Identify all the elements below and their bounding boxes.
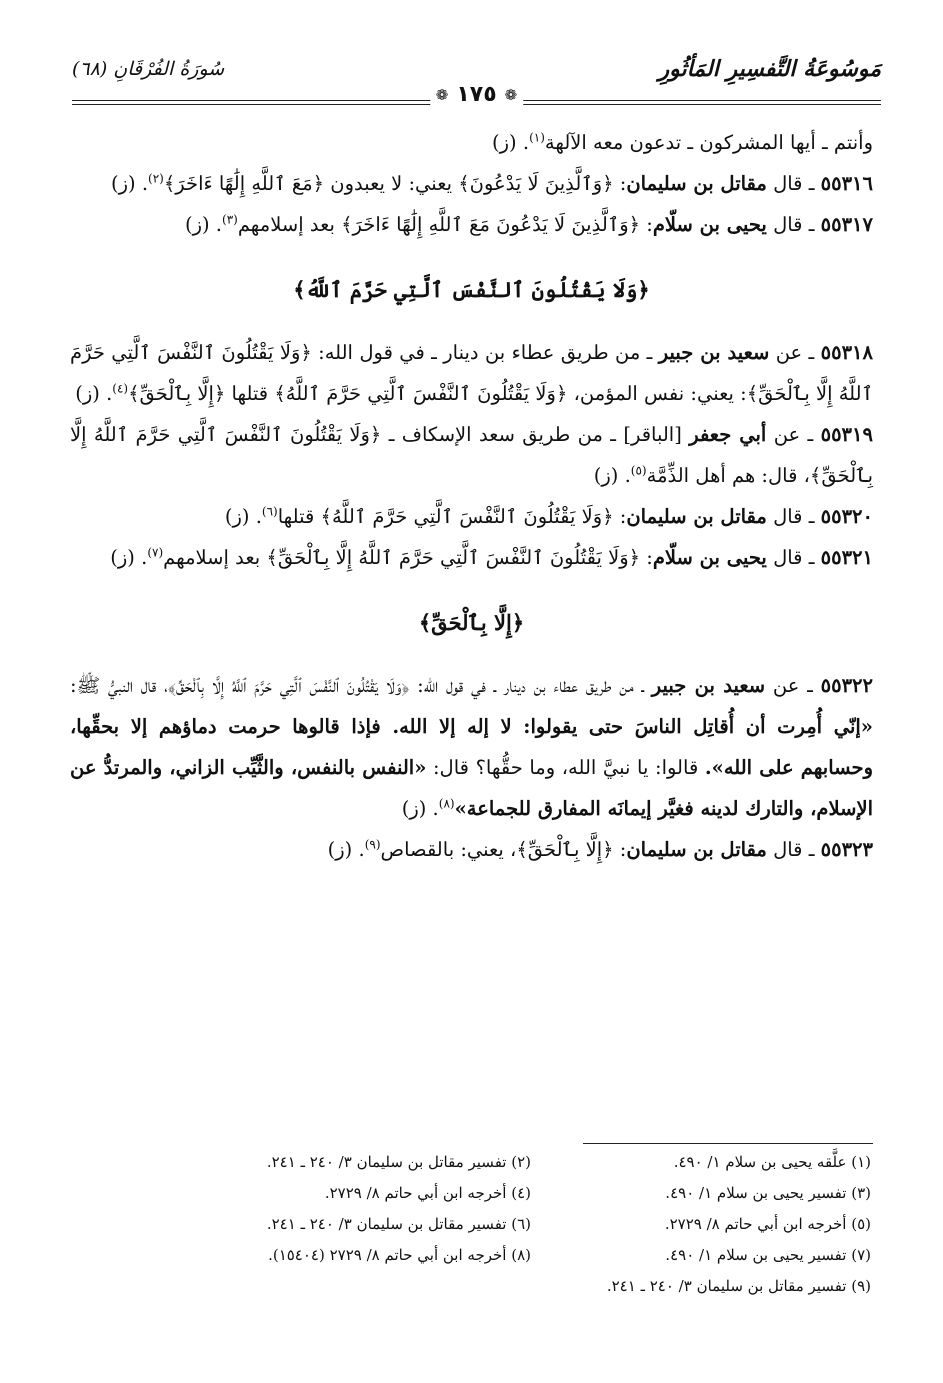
ornament-icon: ❁: [435, 85, 449, 104]
footnotes: [71, 1147, 871, 1302]
footnote-rule: [583, 1143, 873, 1144]
narrator-name: مقاتل بن سليمان: [626, 505, 767, 528]
footnote: (٢) تفسير مقاتل بن سليمان ٣/ ٢٤٠ ـ ٢٤١.: [266, 1153, 531, 1171]
footnote-ref[interactable]: (٧): [147, 545, 164, 560]
footnote: (٨) أخرجه ابن أبي حاتم ٨/ ٢٧٢٩ (١٥٤٠٤).: [268, 1246, 531, 1264]
hadith-text: «النفس بالنفس، والثَّيِّب الزاني، والمرتدُّ عن الإسلام، والتارك لدينه فغيَّر إيمانَه المفارق للجماعة»: [70, 756, 873, 820]
narrator-name: أبي جعفر: [689, 423, 767, 446]
footnote-ref[interactable]: (٤): [112, 381, 129, 396]
para-text: [الباقر] ـ من طريق سعد الإسكاف ـ ﴿وَلَا يَقْتُلُونَ ٱلنَّفْسَ ٱلَّتِي حَرَّمَ ٱللَّهُ إِلَّا بِٱلْحَقِّ﴾، قال: هم أهل الذِّمَّة: [70, 423, 873, 487]
surah-label: سُورَةُ الفُرْقَانِ (٦٨): [72, 58, 225, 80]
para-text: : ﴿وَلَا يَقْتُلُونَ ٱلنَّفْسَ ٱلَّتِي حَرَّمَ ٱللَّهُ إِلَّا بِٱلْحَقِّ﴾ بعد إسلامهم: [163, 546, 653, 569]
narration-55320: [70, 496, 873, 537]
para-prefix: ـ عن: [769, 341, 821, 364]
footnote: (٣) تفسير يحيى بن سلام ١/ ٤٩٠.: [665, 1184, 871, 1202]
footnote: (٥) أخرجه ابن أبي حاتم ٨/ ٢٧٢٩.: [664, 1215, 871, 1233]
para-prefix: ـ قال: [766, 172, 821, 195]
narration-number: ٥٥٣٢٠: [820, 505, 873, 528]
narration-number: ٥٥٣٢٣: [820, 838, 873, 861]
para-text: ـ من طريق عطاء بن دينار ـ في قول الله: ﴿وَلَا يَقْتُلُونَ ٱلنَّفْسَ ٱلَّتِي حَرَّمَ ٱللَّهُ إِلَّا بِٱلْحَقِّ﴾: يعني: نفس المؤمن، ﴿وَلَا يَقْتُلُونَ ٱلنَّفْسَ ٱلَّتِي حَرَّمَ ٱللَّهُ﴾ قتلها ﴿إِلَّا بِٱلْحَقِّ﴾: [70, 341, 873, 405]
footnote: (٩) تفسير مقاتل بن سليمان ٣/ ٢٤٠ ـ ٢٤١.: [606, 1277, 871, 1295]
para-prefix: ـ عن: [766, 423, 821, 446]
footnote-row: [71, 1271, 871, 1302]
narration-number: ٥٥٣١٦: [820, 172, 873, 195]
para-text: : ﴿وَٱلَّذِينَ لَا يَدْعُونَ﴾ يعني: لا يعبدون ﴿مَعَ ٱللَّهِ إِلَٰهًا ءَاخَرَ﴾: [163, 172, 627, 195]
footnote: (٤) أخرجه ابن أبي حاتم ٨/ ٢٧٢٩.: [324, 1184, 531, 1202]
narration-55317: [70, 204, 873, 245]
narration-55316: [70, 163, 873, 204]
para-tail: . (ز): [110, 172, 149, 195]
narration-55318: [70, 332, 873, 414]
footnote-ref[interactable]: (٨): [438, 796, 455, 811]
para-prefix: ـ قال: [766, 213, 821, 236]
para-text: : ﴿وَٱلَّذِينَ لَا يَدْعُونَ مَعَ ٱللَّهِ إِلَٰهًا ءَاخَرَ﴾ بعد إسلامهم: [237, 213, 653, 236]
para-tail: . (ز): [110, 546, 148, 569]
ornament-icon: ❁: [504, 85, 518, 104]
main-text: [70, 122, 873, 870]
narration-number: ٥٥٣٢٢: [820, 674, 874, 697]
narrator-name: يحيى بن سلّام: [652, 546, 767, 569]
hadith-text: «إنّي أُمِرت أن أُقاتِل الناسَ حتى يقولوا: لا إله إلا الله. فإذا قالوها حرمت دماؤهم إلا بحقِّها، وحسابهم على الله».: [70, 715, 874, 779]
footnote: (١) علَّقه يحيى بن سلام ١/ ٤٩٠.: [673, 1153, 871, 1171]
narration-55319: [70, 414, 873, 496]
para-text: : ﴿إِلَّا بِٱلْحَقِّ﴾، يعني: بالقصاص: [380, 838, 627, 861]
para-prefix: ـ عن: [765, 674, 821, 697]
footnote: [71, 1271, 531, 1302]
paragraph-continuation: [70, 122, 873, 163]
footnote: (٦) تفسير مقاتل بن سليمان ٣/ ٢٤٠ ـ ٢٤١.: [266, 1215, 531, 1233]
narration-number: ٥٥٣١٩: [820, 423, 873, 446]
para-tail: . (ز): [492, 131, 530, 154]
para-tail: . (ز): [593, 464, 631, 487]
narrator-name: سعيد بن جبير: [651, 674, 766, 697]
para-tail: . (ز): [224, 505, 262, 528]
narration-55323: [70, 829, 873, 870]
para-prefix: ـ قال: [766, 838, 821, 861]
section-title-1: ﴿وَلَا يَقْتُلُونَ ٱلنَّفْسَ ٱلَّتِي حَرَّمَ ٱللَّهُ﴾: [293, 277, 650, 302]
para-prefix: ـ قال: [766, 505, 821, 528]
footnote-ref[interactable]: (٩): [364, 837, 381, 852]
footnote-row: [71, 1240, 871, 1271]
para-tail: . (ز): [327, 838, 365, 861]
footnote-ref[interactable]: (١): [529, 130, 545, 145]
narration-55322: [70, 665, 873, 829]
footnote: (٧) تفسير يحيى بن سلام ١/ ٤٩٠.: [665, 1246, 871, 1264]
para-tail: . (ز): [401, 797, 439, 820]
para-text: قالوا: يا نبيَّ الله، وما حقُّها؟ قال:: [426, 756, 705, 779]
narration-number: ٥٥٣١٨: [820, 341, 873, 364]
page-number-block: [430, 82, 523, 107]
para-text: : ﴿وَلَا يَقْتُلُونَ ٱلنَّفْسَ ٱلَّتِي حَرَّمَ ٱللَّهُ﴾ قتلها: [277, 505, 627, 528]
narration-number: ٥٥٣١٧: [820, 213, 873, 236]
narrator-name: مقاتل بن سليمان: [626, 172, 767, 195]
para-prefix: ـ قال: [766, 546, 821, 569]
footnote-ref[interactable]: (٦): [261, 504, 278, 519]
narrator-name: سعيد بن جبير: [658, 341, 770, 364]
narrator-name: يحيى بن سلّام: [652, 213, 767, 236]
para-text: ـ من طريق عطاء بن دينار ـ في قول الله: ﴿وَلَا يَقْتُلُونَ ٱلنَّفْسَ ٱلَّتِي حَرَّمَ ٱللَّهُ إِلَّا بِٱلْحَقِّ﴾، قال النبيُّ ﷺ:: [70, 674, 652, 697]
page-header: [72, 48, 881, 106]
footnote-row: [71, 1209, 871, 1240]
para-tail: . (ز): [75, 382, 113, 405]
para-text: وأنتم ـ أيها المشركون ـ تدعون معه الآلهة: [544, 131, 873, 154]
footnote-row: [71, 1178, 871, 1209]
section-title-2: ﴿إِلَّا بِٱلْحَقِّ﴾: [418, 610, 525, 635]
page-number: ١٧٥: [456, 82, 497, 107]
footnote-ref[interactable]: (٢): [148, 171, 164, 186]
narration-number: ٥٥٣٢١: [820, 546, 873, 569]
footnote-ref[interactable]: (٥): [630, 463, 647, 478]
narrator-name: مقاتل بن سليمان: [626, 838, 767, 861]
narration-55321: [70, 537, 873, 578]
para-tail: . (ز): [184, 213, 222, 236]
encyclopedia-title: مَوسُوعَةُ التَّفسِيرِ المَأثُورِ: [658, 56, 881, 82]
footnote-row: [71, 1147, 871, 1178]
footnote-ref[interactable]: (٣): [222, 212, 238, 227]
